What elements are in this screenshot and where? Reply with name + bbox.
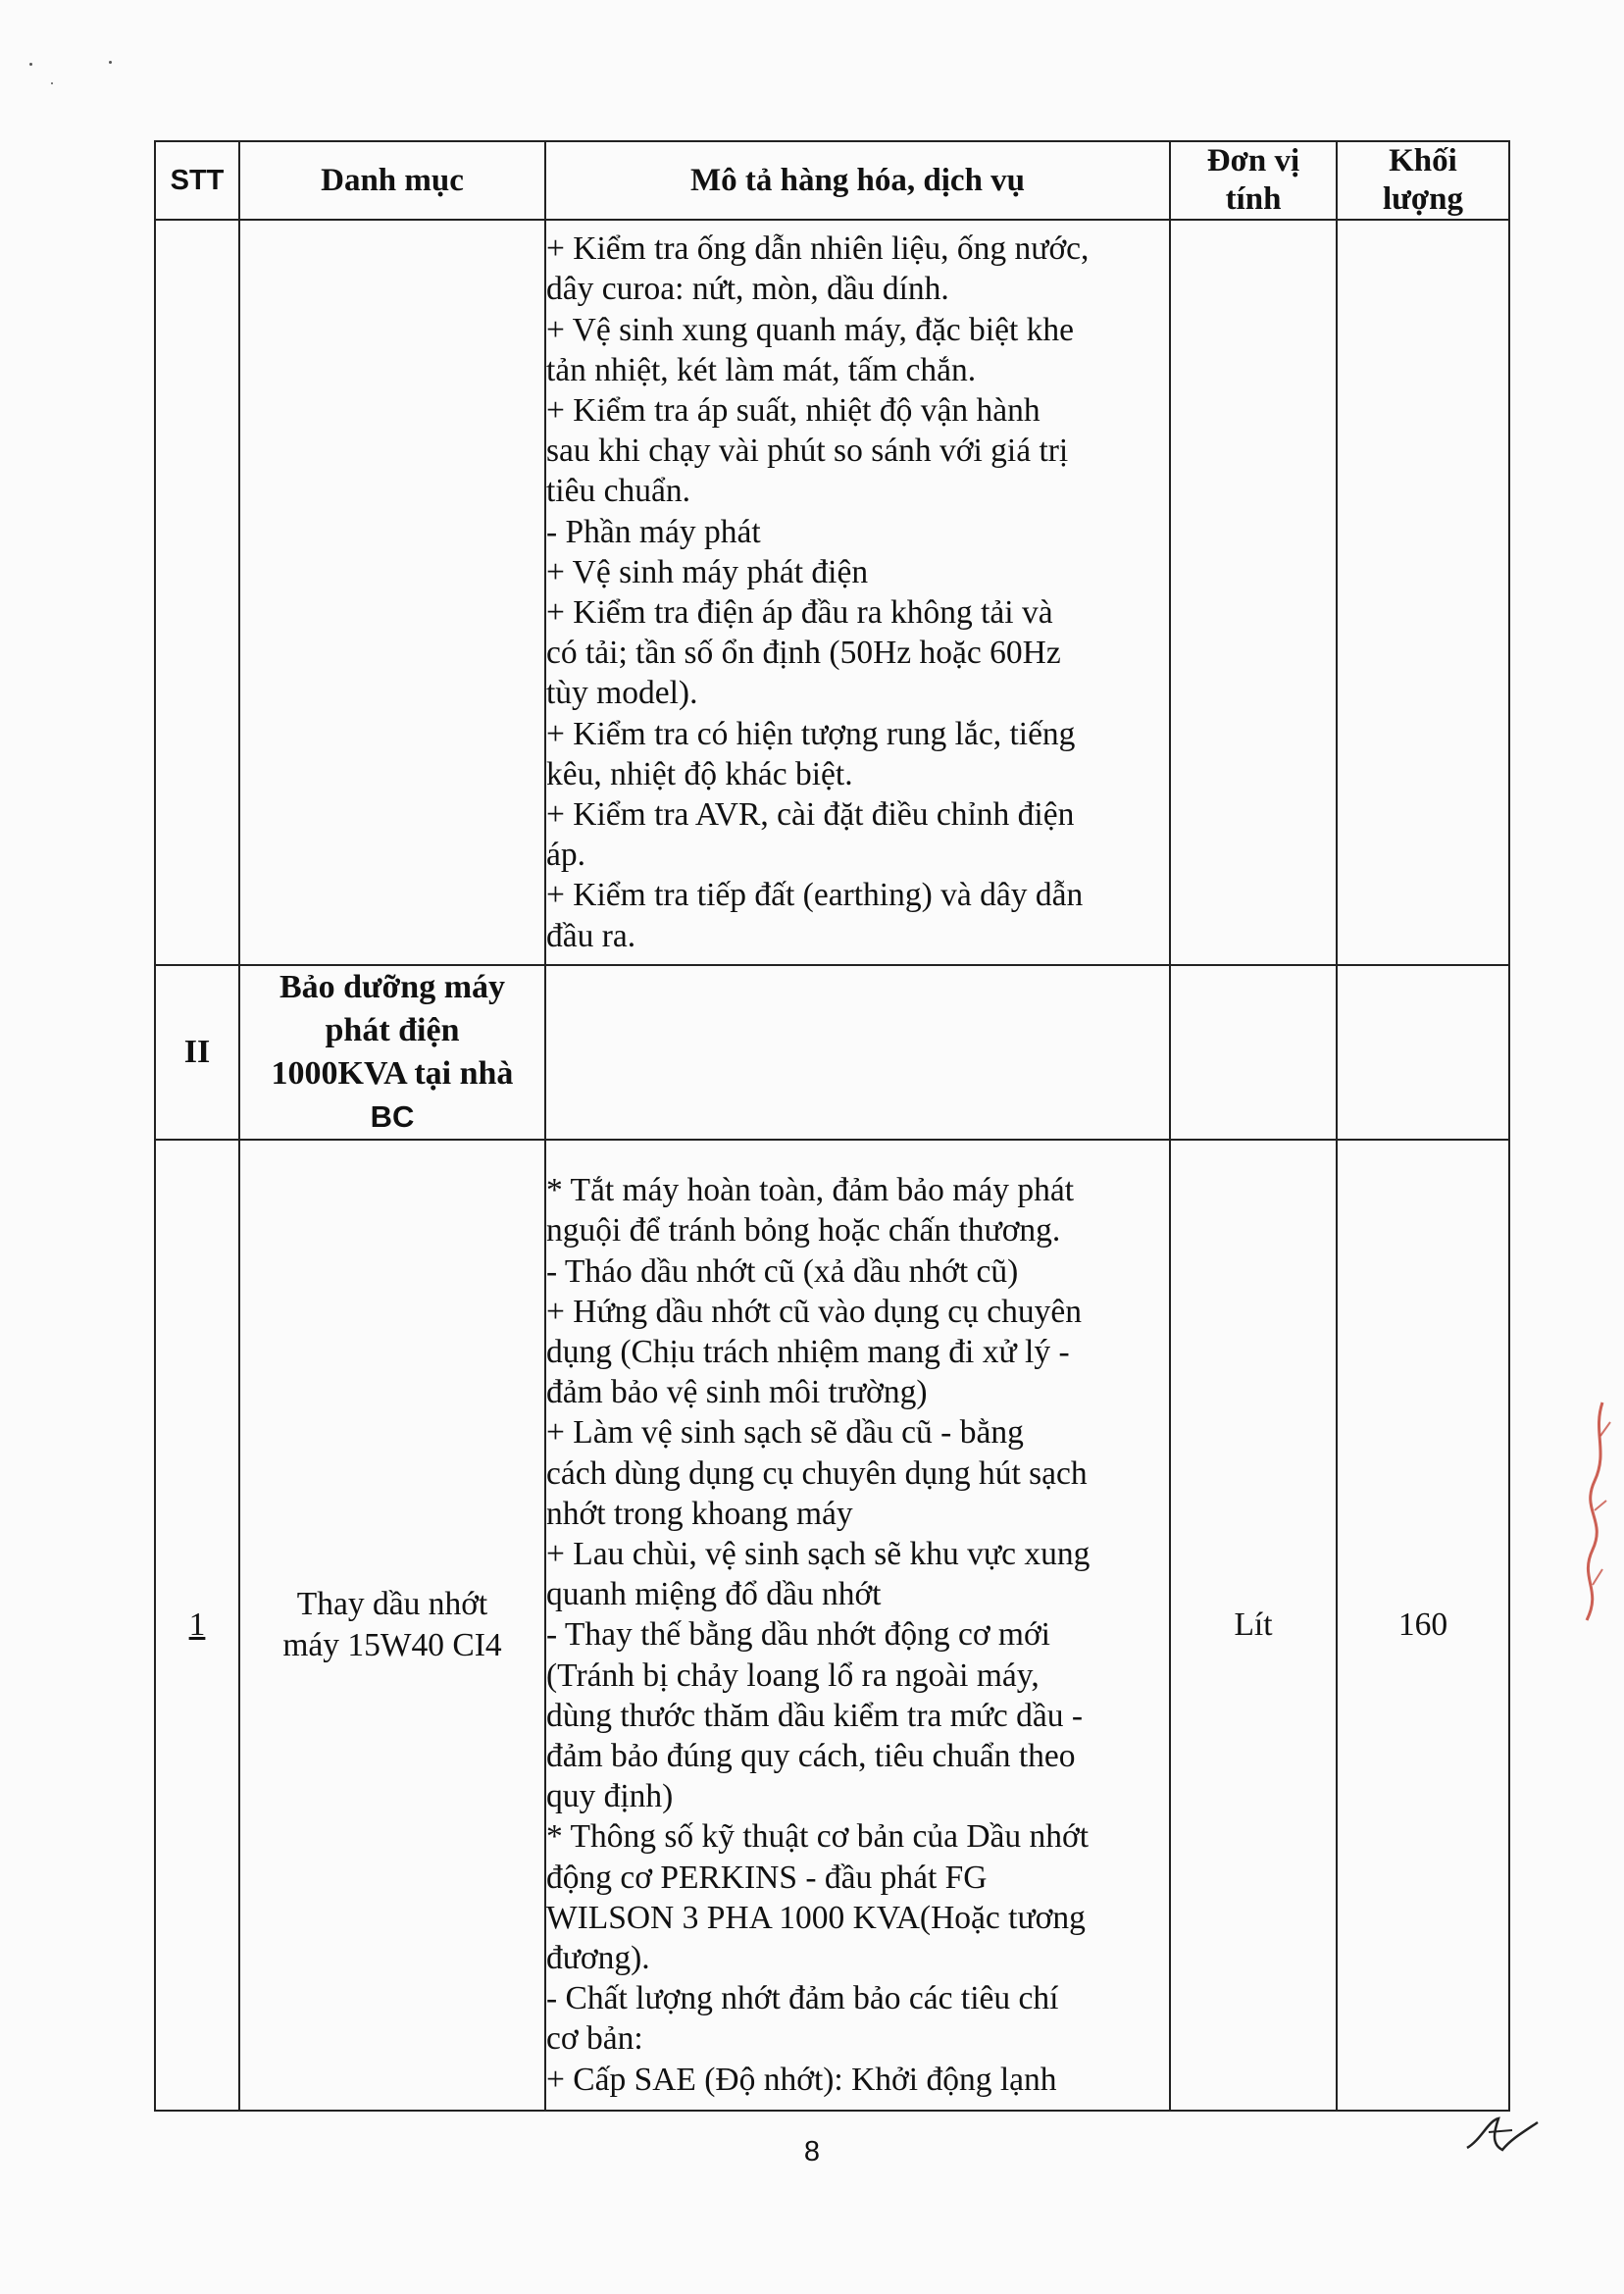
item-name	[239, 1140, 545, 2111]
desc-line: đương).	[546, 1940, 650, 1977]
desc-line: đầu ra.	[546, 917, 636, 954]
item-row	[155, 1140, 1509, 2111]
desc-line: dùng thước thăm dầu kiểm tra mức dầu -	[546, 1697, 1084, 1734]
desc-line: * Thông số kỹ thuật cơ bản của Dầu nhớt	[546, 1818, 1090, 1856]
desc-line: dụng (Chịu trách nhiệm mang đi xử lý -	[546, 1333, 1070, 1370]
section-unit-cell	[1170, 965, 1337, 1140]
desc-line: + Làm vệ sinh sạch sẽ dầu cũ - bằng	[546, 1414, 1024, 1452]
desc-line: nguội để tránh bỏng hoặc chấn thương.	[546, 1212, 1061, 1249]
desc-line: - Tháo dầu nhớt cũ (xả dầu nhớt cũ)	[546, 1252, 1019, 1290]
desc-line: + Kiểm tra điện áp đầu ra không tải và	[546, 594, 1053, 631]
header-unit-line1: Đơn vị	[1206, 143, 1300, 179]
item-unit: Lít	[1170, 1140, 1337, 2111]
desc-line: tùy model).	[546, 675, 698, 712]
continuation-quantity-cell	[1337, 220, 1509, 965]
desc-line: - Phần máy phát	[546, 513, 761, 550]
desc-line: sau khi chạy vài phút so sánh với giá trị	[546, 433, 1069, 470]
desc-line: + Cấp SAE (Độ nhớt): Khởi động lạnh	[546, 2061, 1057, 2098]
header-quantity	[1337, 141, 1509, 220]
specification-table	[154, 140, 1510, 2112]
scan-speck	[29, 63, 32, 66]
section-title-line: phát điện	[325, 1012, 460, 1048]
continuation-unit-cell	[1170, 220, 1337, 965]
desc-line: áp.	[546, 837, 585, 874]
continuation-row	[155, 220, 1509, 965]
section-title-line: 1000KVA tại nhà	[271, 1055, 514, 1092]
item-description	[545, 1140, 1170, 2111]
section-title	[239, 965, 545, 1140]
handwritten-initials	[1459, 2111, 1548, 2160]
desc-line: - Thay thế bằng dầu nhớt động cơ mới	[546, 1616, 1050, 1654]
desc-line: (Tránh bị chảy loang lổ ra ngoài máy,	[546, 1657, 1040, 1694]
desc-line: + Hứng dầu nhớt cũ vào dụng cụ chuyên	[546, 1293, 1082, 1330]
item-name-line: máy 15W40 CI4	[282, 1627, 502, 1663]
continuation-stt-cell	[155, 220, 239, 965]
desc-line: nhớt trong khoang máy	[546, 1495, 853, 1532]
section-quantity-cell	[1337, 965, 1509, 1140]
header-unit-line2: tính	[1225, 181, 1282, 217]
desc-line: + Kiểm tra ống dẫn nhiên liệu, ống nước,	[546, 230, 1090, 268]
desc-line: WILSON 3 PHA 1000 KVA(Hoặc tương	[546, 1899, 1086, 1936]
section-title-line: BC	[370, 1099, 415, 1134]
table-header-row	[155, 141, 1509, 220]
section-row	[155, 965, 1509, 1140]
desc-line: dây curoa: nứt, mòn, dầu dính.	[546, 271, 949, 308]
desc-line: + Kiểm tra có hiện tượng rung lắc, tiếng	[546, 715, 1076, 752]
desc-line: đảm bảo vệ sinh môi trường)	[546, 1374, 928, 1411]
desc-line: + Vệ sinh máy phát điện	[546, 553, 869, 590]
item-quantity: 160	[1337, 1140, 1509, 2111]
item-stt	[155, 1140, 239, 2111]
header-category: Danh mục	[239, 141, 545, 220]
desc-line: + Vệ sinh xung quanh máy, đặc biệt khe	[546, 311, 1075, 348]
header-qty-line1: Khối	[1389, 143, 1457, 179]
desc-line: - Chất lượng nhớt đảm bảo các tiêu chí	[546, 1980, 1059, 2017]
desc-line: đảm bảo đúng quy cách, tiêu chuẩn theo	[546, 1738, 1076, 1774]
section-description-cell	[545, 965, 1170, 1140]
desc-line: cách dùng dụng cụ chuyên dụng hút sạch	[546, 1454, 1088, 1492]
scan-speck	[109, 61, 112, 64]
item-stt-value: 1	[188, 1606, 206, 1643]
section-stt: II	[155, 965, 239, 1140]
header-qty-line2: lượng	[1382, 181, 1464, 217]
continuation-description	[545, 220, 1170, 965]
desc-line: quanh miệng đổ dầu nhớt	[546, 1576, 882, 1613]
header-unit	[1170, 141, 1337, 220]
desc-line: + Kiểm tra áp suất, nhiệt độ vận hành	[546, 391, 1040, 429]
desc-line: tản nhiệt, két làm mát, tấm chắn.	[546, 351, 977, 388]
desc-line: kêu, nhiệt độ khác biệt.	[546, 755, 853, 792]
desc-line: + Kiểm tra AVR, cài đặt điều chỉnh điện	[546, 796, 1075, 834]
desc-line: * Tắt máy hoàn toàn, đảm bảo máy phát	[546, 1172, 1075, 1209]
section-title-line: Bảo dưỡng máy	[279, 969, 506, 1005]
desc-line: quy định)	[546, 1778, 674, 1815]
desc-line: tiêu chuẩn.	[546, 473, 690, 510]
desc-line: cơ bản:	[546, 2020, 643, 2058]
header-stt: STT	[155, 141, 239, 220]
desc-line: + Kiểm tra tiếp đất (earthing) và dây dẫn	[546, 877, 1084, 914]
desc-line: + Lau chùi, vệ sinh sạch sẽ khu vực xung	[546, 1535, 1091, 1572]
scan-speck	[51, 82, 53, 84]
item-name-line: Thay dầu nhớt	[296, 1586, 488, 1622]
page-number: 8	[803, 2136, 821, 2167]
desc-line: động cơ PERKINS - đầu phát FG	[546, 1859, 988, 1896]
continuation-category-cell	[239, 220, 545, 965]
desc-line: có tải; tần số ổn định (50Hz hoặc 60Hz	[546, 635, 1061, 672]
red-stamp-fragment	[1573, 1393, 1618, 1628]
header-description: Mô tả hàng hóa, dịch vụ	[545, 141, 1170, 220]
